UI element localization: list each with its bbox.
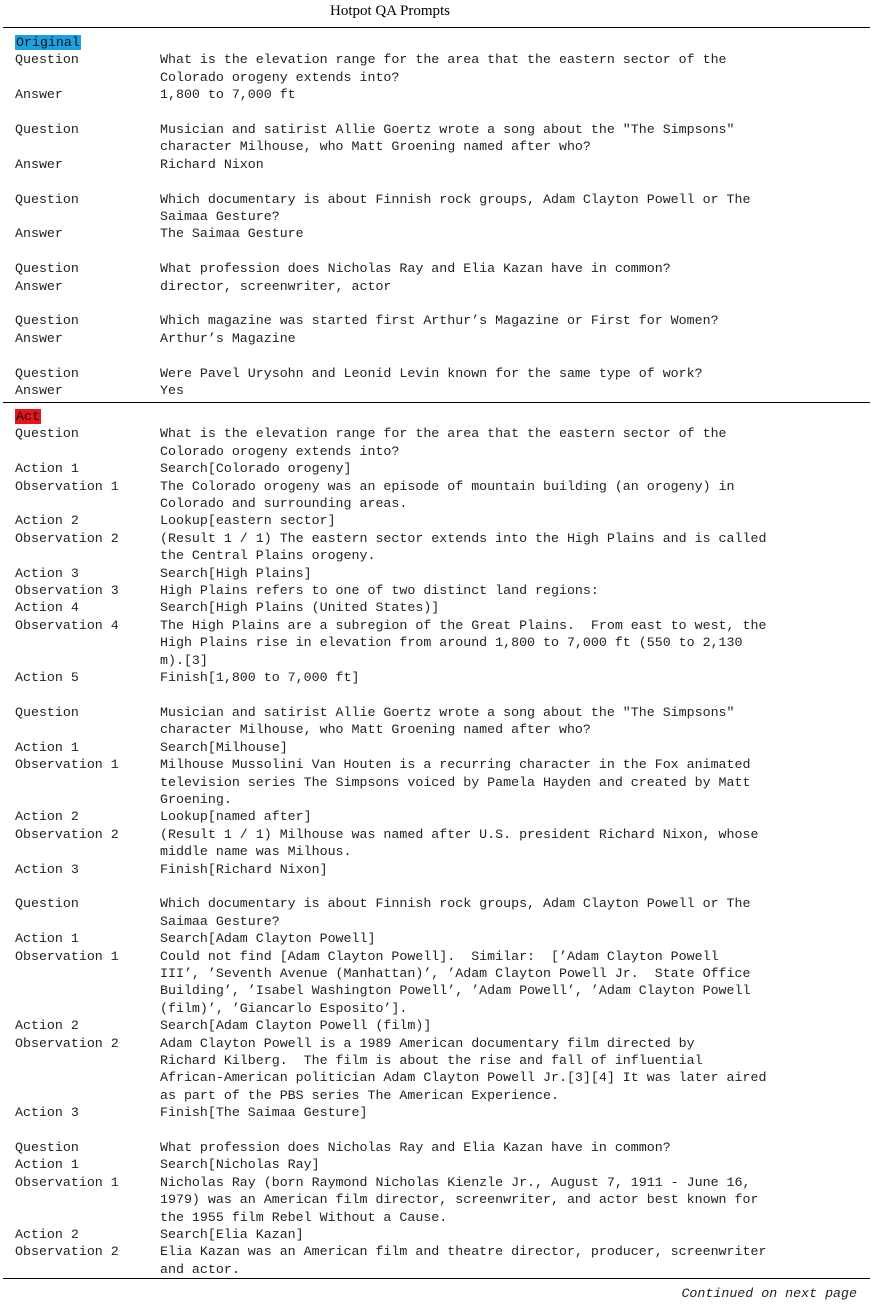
row-label: Observation 1 bbox=[15, 478, 119, 494]
row-label: Action 1 bbox=[15, 739, 79, 755]
row-label: Action 2 bbox=[15, 1227, 79, 1243]
example-row bbox=[3, 382, 870, 399]
example-block bbox=[3, 51, 870, 103]
example-row bbox=[3, 599, 870, 616]
row-text: Finish[The Saimaa Gesture] bbox=[160, 1105, 368, 1121]
row-label: Answer bbox=[15, 383, 63, 399]
row-text: What profession does Nicholas Ray and Elia Kazan have in common? bbox=[160, 1140, 671, 1156]
example-block bbox=[3, 425, 870, 686]
example-row bbox=[3, 365, 870, 382]
section-divider bbox=[3, 402, 870, 403]
row-text: Richard Nixon bbox=[160, 156, 264, 172]
row-label: Answer bbox=[15, 226, 63, 242]
example-row bbox=[3, 512, 870, 529]
example-gap bbox=[3, 1122, 870, 1139]
row-label: Question bbox=[15, 261, 79, 277]
row-label: Question bbox=[15, 704, 79, 720]
row-label: Observation 1 bbox=[15, 948, 119, 964]
row-label: Action 5 bbox=[15, 670, 79, 686]
example-row bbox=[3, 225, 870, 242]
row-text: Could not find [Adam Clayton Powell]. Similar: [’Adam Clayton Powell III’, ’Seventh Avenue (Manhattan)’, ’Adam Clayton Powell Jr. State Office Building’, ’Isabel Washington Powell’, ’Adam Powell’, ’Adam Clayton Powell (film)’, ’Giancarlo Esposito’]. bbox=[160, 948, 751, 1016]
example-gap bbox=[3, 347, 870, 364]
example-row bbox=[3, 582, 870, 599]
row-text: Search[Adam Clayton Powell (film)] bbox=[160, 1018, 432, 1034]
example-row bbox=[3, 278, 870, 295]
example-row bbox=[3, 1226, 870, 1243]
example-row bbox=[3, 260, 870, 277]
row-text: The High Plains are a subregion of the Great Plains. From east to west, the High Plains rise in elevation from around 1,800 to 7,000 ft (550 to 2,130 m).[3] bbox=[160, 617, 767, 668]
example-gap bbox=[3, 295, 870, 312]
row-label: Action 2 bbox=[15, 809, 79, 825]
row-text: Nicholas Ray (born Raymond Nicholas Kienzle Jr., August 7, 1911 - June 16, 1979) was an American film director, screenwriter, and actor best known for the 1955 film Rebel Without a Cause. bbox=[160, 1174, 759, 1225]
example-row bbox=[3, 460, 870, 477]
row-text: What profession does Nicholas Ray and Elia Kazan have in common? bbox=[160, 261, 671, 277]
example-row bbox=[3, 312, 870, 329]
row-label: Action 1 bbox=[15, 1157, 79, 1173]
example-row bbox=[3, 530, 870, 565]
row-text: Search[Colorado orogeny] bbox=[160, 461, 352, 477]
row-text: Musician and satirist Allie Goertz wrote a song about the "The Simpsons" character Milhouse, who Matt Groening named after who? bbox=[160, 122, 735, 155]
row-text: Search[Adam Clayton Powell] bbox=[160, 931, 376, 947]
row-text: Lookup[named after] bbox=[160, 809, 312, 825]
row-text: The Colorado orogeny was an episode of mountain building (an orogeny) in Colorado and surrounding areas. bbox=[160, 478, 735, 512]
row-label: Question bbox=[15, 896, 79, 912]
row-text: Search[High Plains (United States)] bbox=[160, 600, 440, 616]
example-row bbox=[3, 51, 870, 86]
row-label: Answer bbox=[15, 87, 63, 103]
example-row bbox=[3, 704, 870, 739]
row-label: Action 1 bbox=[15, 461, 79, 477]
row-label: Answer bbox=[15, 278, 63, 294]
row-text: High Plains refers to one of two distinct land regions: bbox=[160, 583, 599, 599]
original-examples bbox=[3, 51, 870, 399]
row-label: Action 1 bbox=[15, 931, 79, 947]
row-label: Action 4 bbox=[15, 600, 79, 616]
example-row bbox=[3, 739, 870, 756]
row-text: The Saimaa Gesture bbox=[160, 226, 304, 242]
example-row bbox=[3, 617, 870, 669]
original-tag: Original bbox=[16, 35, 80, 50]
row-text: Which magazine was started first Arthur’s Magazine or First for Women? bbox=[160, 313, 719, 329]
row-label: Question bbox=[15, 426, 79, 442]
bottom-rule bbox=[3, 1278, 870, 1279]
row-label: Question bbox=[15, 122, 79, 138]
example-row bbox=[3, 861, 870, 878]
row-text: What is the elevation range for the area that the eastern sector of the Colorado orogeny extends into? bbox=[160, 52, 727, 85]
row-label: Action 3 bbox=[15, 565, 79, 581]
example-row bbox=[3, 1104, 870, 1121]
example-block bbox=[3, 121, 870, 173]
row-label: Action 2 bbox=[15, 513, 79, 529]
row-text: Which documentary is about Finnish rock groups, Adam Clayton Powell or The Saimaa Gesture? bbox=[160, 896, 751, 929]
example-row bbox=[3, 121, 870, 156]
row-text: 1,800 to 7,000 ft bbox=[160, 87, 296, 103]
example-row bbox=[3, 86, 870, 103]
example-row bbox=[3, 478, 870, 513]
example-row bbox=[3, 1156, 870, 1173]
example-row bbox=[3, 1174, 870, 1226]
row-text: Milhouse Mussolini Van Houten is a recurring character in the Fox animated television series The Simpsons voiced by Pamela Hayden and created by Matt Groening. bbox=[160, 757, 751, 807]
example-block bbox=[3, 191, 870, 243]
row-text: Were Pavel Urysohn and Leonid Levin known for the same type of work? bbox=[160, 365, 703, 381]
example-row bbox=[3, 1243, 870, 1278]
row-text: Finish[Richard Nixon] bbox=[160, 861, 328, 877]
act-section bbox=[3, 408, 870, 1278]
example-row bbox=[3, 425, 870, 460]
continued-note: Continued on next page bbox=[681, 1286, 857, 1301]
example-row bbox=[3, 191, 870, 226]
row-text: Which documentary is about Finnish rock groups, Adam Clayton Powell or The Saimaa Gesture? bbox=[160, 191, 751, 225]
act-examples bbox=[3, 425, 870, 1278]
row-text: Search[Milhouse] bbox=[160, 739, 288, 755]
row-label: Observation 2 bbox=[15, 530, 119, 546]
example-block bbox=[3, 704, 870, 878]
row-label: Observation 1 bbox=[15, 757, 119, 773]
row-label: Observation 2 bbox=[15, 826, 119, 842]
row-label: Action 3 bbox=[15, 1105, 79, 1121]
row-text: What is the elevation range for the area that the eastern sector of the Colorado orogeny extends into? bbox=[160, 426, 727, 459]
row-label: Observation 4 bbox=[15, 617, 119, 633]
example-block bbox=[3, 365, 870, 400]
row-label: Action 2 bbox=[15, 1018, 79, 1034]
example-row bbox=[3, 756, 870, 808]
example-row bbox=[3, 1035, 870, 1105]
example-row bbox=[3, 948, 870, 1018]
example-gap bbox=[3, 104, 870, 121]
example-row bbox=[3, 808, 870, 825]
top-rule bbox=[3, 27, 870, 28]
example-block bbox=[3, 1139, 870, 1278]
row-text: (Result 1 / 1) The eastern sector extends into the High Plains and is called the Central Plains orogeny. bbox=[160, 530, 767, 564]
row-label: Question bbox=[15, 365, 79, 381]
example-gap bbox=[3, 243, 870, 260]
row-label: Question bbox=[15, 313, 79, 329]
row-text: Lookup[eastern sector] bbox=[160, 513, 336, 529]
row-label: Question bbox=[15, 1140, 79, 1156]
row-text: Elia Kazan was an American film and theatre director, producer, screenwriter and actor. bbox=[160, 1244, 767, 1277]
row-text: Finish[1,800 to 7,000 ft] bbox=[160, 670, 360, 686]
example-row bbox=[3, 1139, 870, 1156]
example-row bbox=[3, 330, 870, 347]
row-label: Question bbox=[15, 191, 79, 207]
row-text: (Result 1 / 1) Milhouse was named after U.S. president Richard Nixon, whose middle name was Milhous. bbox=[160, 826, 759, 860]
example-row bbox=[3, 930, 870, 947]
example-block bbox=[3, 895, 870, 1121]
page-title: Hotpot QA Prompts bbox=[329, 3, 450, 19]
example-block bbox=[3, 312, 870, 347]
example-gap bbox=[3, 173, 870, 190]
row-text: Arthur’s Magazine bbox=[160, 330, 296, 346]
row-text: Search[Elia Kazan] bbox=[160, 1227, 304, 1243]
row-text: Musician and satirist Allie Goertz wrote a song about the "The Simpsons" character Milhouse, who Matt Groening named after who? bbox=[160, 704, 735, 738]
example-row bbox=[3, 669, 870, 686]
original-section bbox=[3, 34, 870, 399]
row-label: Action 3 bbox=[15, 861, 79, 877]
row-label: Observation 2 bbox=[15, 1035, 119, 1051]
row-text: Yes bbox=[160, 383, 184, 399]
example-block bbox=[3, 260, 870, 295]
row-label: Observation 1 bbox=[15, 1174, 119, 1190]
row-text: Adam Clayton Powell is a 1989 American documentary film directed by Richard Kilberg. The film is about the rise and fall of influential African-American politician Adam Clayton Powell Jr.[3][4] It was later aired as part of the PBS series The American Experience. bbox=[160, 1035, 767, 1103]
row-label: Question bbox=[15, 52, 79, 68]
row-text: Search[Nicholas Ray] bbox=[160, 1157, 320, 1173]
example-row bbox=[3, 826, 870, 861]
row-label: Answer bbox=[15, 156, 63, 172]
example-gap bbox=[3, 878, 870, 895]
row-label: Answer bbox=[15, 330, 63, 346]
example-row bbox=[3, 1017, 870, 1034]
example-row bbox=[3, 895, 870, 930]
example-row bbox=[3, 565, 870, 582]
row-label: Observation 2 bbox=[15, 1244, 119, 1260]
example-gap bbox=[3, 687, 870, 704]
row-label: Observation 3 bbox=[15, 583, 119, 599]
example-row bbox=[3, 156, 870, 173]
act-tag: Act bbox=[16, 409, 40, 424]
row-text: director, screenwriter, actor bbox=[160, 278, 392, 294]
row-text: Search[High Plains] bbox=[160, 565, 312, 581]
